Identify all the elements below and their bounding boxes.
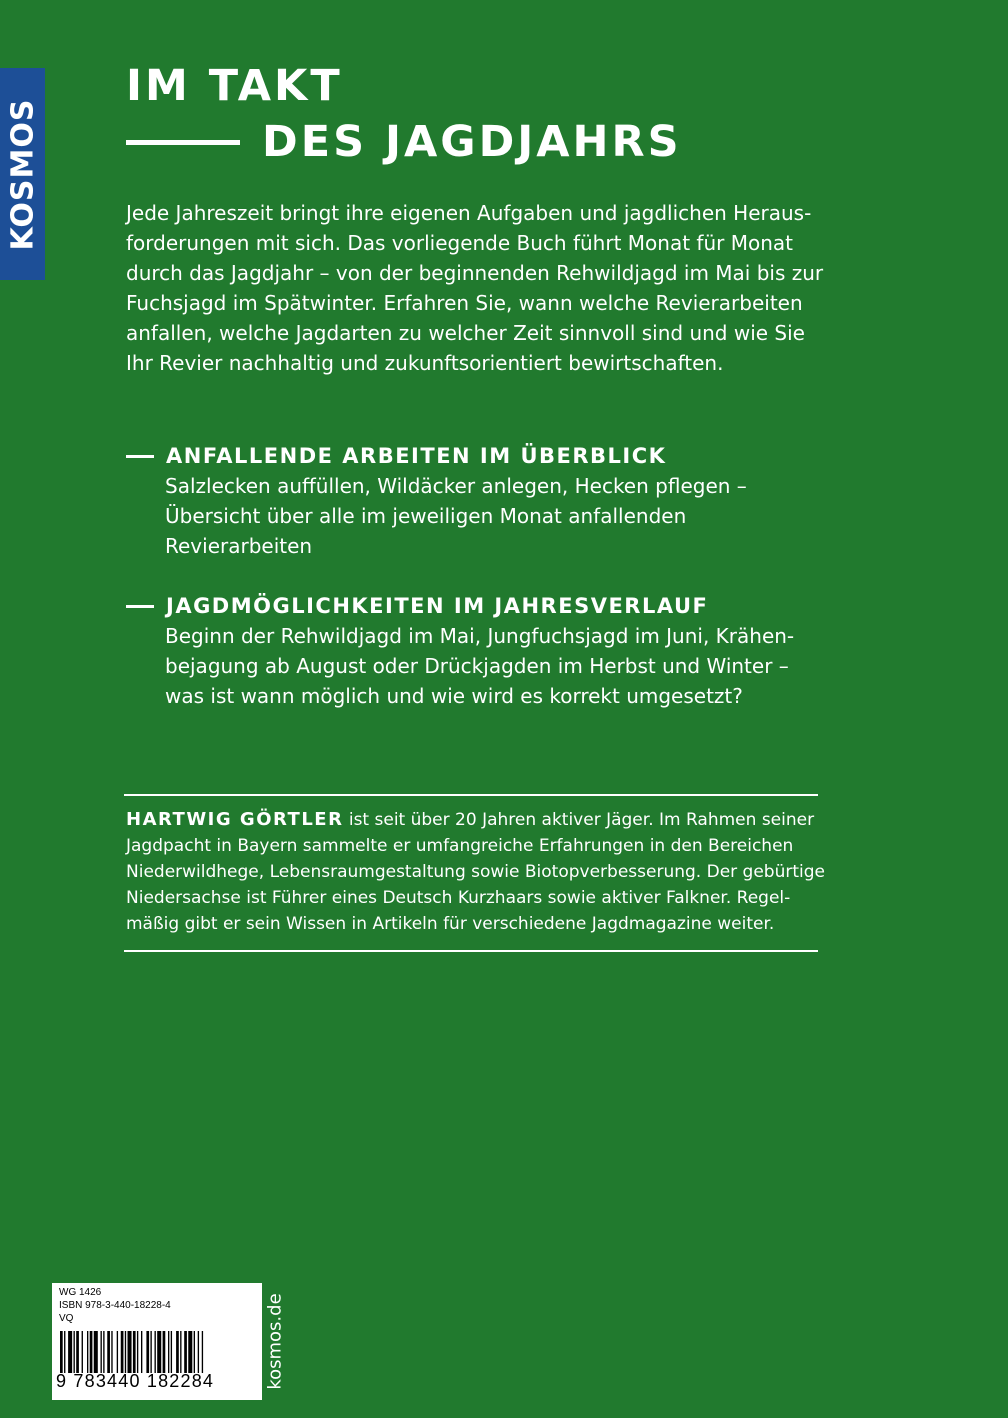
feature-dash [126, 605, 154, 608]
intro-line: Fuchsjagd im Spätwinter. Erfahren Sie, wann welche Revierarbeiten [126, 291, 803, 315]
author-bio-line: mäßig gibt er sein Wissen in Artikeln für verschiedene Jagdmagazine weiter. [126, 914, 775, 934]
barcode-info-line: VQ [59, 1313, 74, 1324]
barcode-info-line: ISBN 978-3-440-18228-4 [59, 1300, 171, 1311]
author-bio-line [126, 807, 826, 833]
intro-line: Ihr Revier nachhaltig und zukunftsorientiert bewirtschaften. [126, 351, 724, 375]
barcode-info-line: WG 1426 [59, 1287, 102, 1298]
barcode-digits: 9 783440 182284 [56, 1371, 215, 1391]
kosmos-logo-text: KOSMOS [5, 98, 41, 250]
feature-line: was ist wann möglich und wie wird es korrekt umgesetzt? [165, 684, 743, 708]
feature-block-jagdmoeglichkeiten [126, 591, 826, 711]
author-bio-line-rest: ist seit über 20 Jahren aktiver Jäger. Im Rahmen seiner [343, 810, 815, 830]
intro-line: Jede Jahreszeit bringt ihre eigenen Aufgaben und jagdlichen Heraus- [126, 201, 812, 225]
intro-paragraph [126, 198, 826, 378]
book-title [126, 58, 682, 170]
author-bio [126, 807, 826, 937]
feature-block-arbeiten [126, 441, 826, 561]
feature-heading-row [126, 591, 826, 621]
barcode-icon [58, 1331, 254, 1373]
author-bio-line: Niedersachse ist Führer eines Deutsch Kurzhaars sowie aktiver Falkner. Regel- [126, 888, 791, 908]
author-bio-line: Jagdpacht in Bayern sammelte er umfangreiche Erfahrungen in den Bereichen [126, 836, 794, 856]
feature-line: Revierarbeiten [165, 534, 313, 558]
intro-line: anfallen, welche Jagdarten zu welcher Zeit sinnvoll sind und wie Sie [126, 321, 805, 345]
title-line-1: IM TAKT [126, 61, 343, 111]
feature-line: Übersicht über alle im jeweiligen Monat anfallenden [165, 504, 687, 528]
title-line-2-row [126, 114, 682, 170]
intro-line: forderungen mit sich. Das vorliegende Buch führt Monat für Monat [126, 231, 793, 255]
feature-line: Salzlecken auffüllen, Wildäcker anlegen, Hecken pflegen – [165, 474, 747, 498]
feature-line: Beginn der Rehwildjagd im Mai, Jungfuchsjagd im Juni, Krähen- [165, 624, 795, 648]
author-top-rule [124, 794, 818, 796]
author-name: HARTWIG GÖRTLER [126, 809, 344, 830]
author-bio-line: Niederwildhege, Lebensraumgestaltung sowie Biotopverbesserung. Der gebürtige [126, 862, 825, 882]
feature-text [165, 471, 826, 561]
title-rule [126, 140, 240, 145]
feature-line: bejagung ab August oder Drückjagden im Herbst und Winter – [165, 654, 789, 678]
publisher-url-text: kosmos.de [264, 1293, 286, 1390]
feature-heading: ANFALLENDE ARBEITEN IM ÜBERBLICK [166, 444, 667, 468]
feature-dash [126, 455, 154, 458]
author-bottom-rule [124, 950, 818, 952]
intro-line: durch das Jagdjahr – von der beginnenden Rehwildjagd im Mai bis zur [126, 261, 824, 285]
publisher-url [262, 1283, 288, 1400]
kosmos-logo [0, 68, 45, 280]
title-line-2: DES JAGDJAHRS [262, 117, 682, 167]
isbn-barcode-box [52, 1283, 262, 1400]
feature-heading: JAGDMÖGLICHKEITEN IM JAHRESVERLAUF [166, 594, 709, 618]
barcode-info [59, 1286, 171, 1325]
feature-text [165, 621, 826, 711]
feature-heading-row [126, 441, 826, 471]
